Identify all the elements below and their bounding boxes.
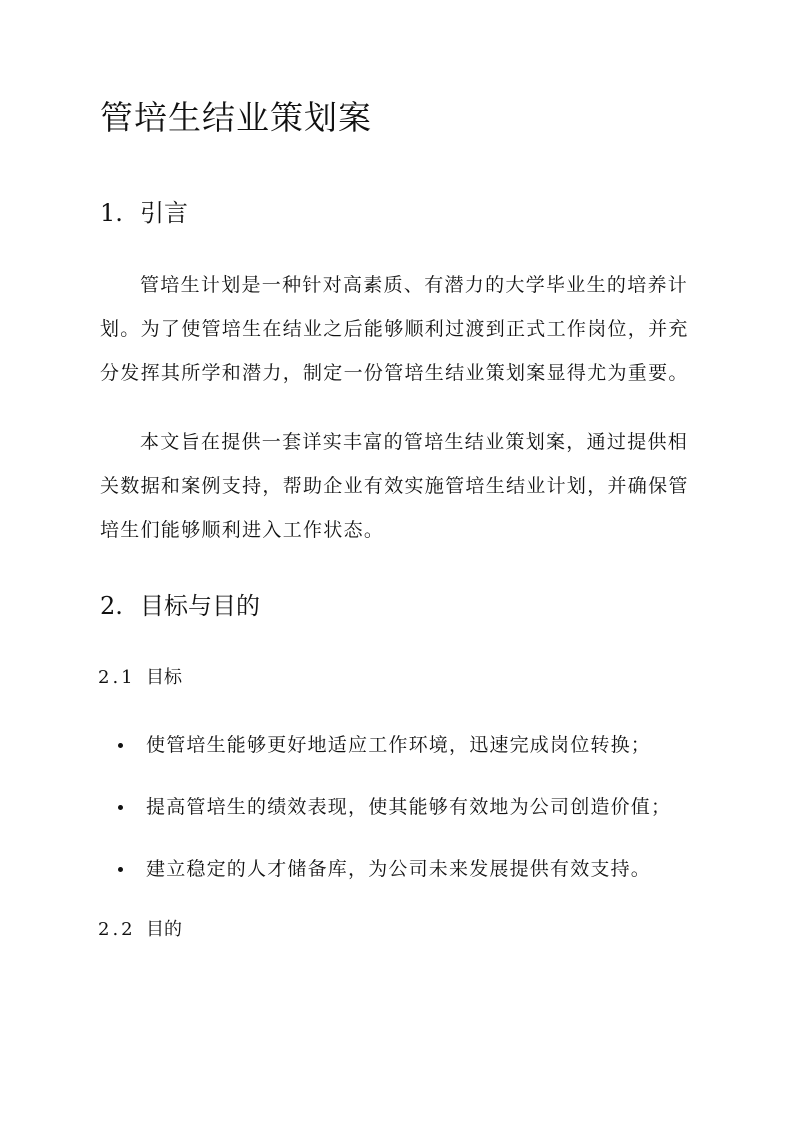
intro-paragraph-2 xyxy=(100,420,712,552)
subsection-title: 目的 xyxy=(146,919,182,940)
list-item-text: 使管培生能够更好地适应工作环境，迅速完成岗位转换； xyxy=(146,734,652,756)
paragraph-line: 管培生计划是一种针对高素质、有潜力的大学毕业生的培养计 xyxy=(140,274,689,296)
section-number: 1. xyxy=(100,199,123,227)
paragraph-line: 培生们能够顺利进入工作状态。 xyxy=(100,519,385,541)
bullet-icon xyxy=(118,743,123,748)
subsection-heading-purpose xyxy=(98,917,182,943)
subsection-number: 2.1 xyxy=(98,667,136,688)
list-item xyxy=(118,851,671,913)
section-title: 引言 xyxy=(140,199,188,227)
section-heading-goals xyxy=(100,589,260,623)
paragraph-line: 分发挥其所学和潜力，制定一份管培生结业策划案显得尤为重要。 xyxy=(100,362,689,384)
paragraph-line: 划。为了使管培生在结业之后能够顺利过渡到正式工作岗位，并充 xyxy=(100,318,689,340)
list-item-text: 提高管培生的绩效表现，使其能够有效地为公司创造价值； xyxy=(146,796,672,818)
document-title: 管培生结业策划案 xyxy=(100,98,372,137)
list-item xyxy=(118,727,671,789)
paragraph-line: 本文旨在提供一套详实丰富的管培生结业策划案，通过提供相 xyxy=(140,431,689,453)
bullet-icon xyxy=(118,805,123,810)
subsection-title: 目标 xyxy=(146,667,182,688)
subsection-heading-objectives xyxy=(98,665,182,691)
section-number: 2. xyxy=(100,592,123,620)
list-item-text: 建立稳定的人才储备库，为公司未来发展提供有效支持。 xyxy=(146,858,652,880)
paragraph-line: 关数据和案例支持，帮助企业有效实施管培生结业计划，并确保管 xyxy=(100,475,689,497)
intro-paragraph-1 xyxy=(100,263,712,395)
subsection-number: 2.2 xyxy=(98,919,136,940)
section-title: 目标与目的 xyxy=(140,592,260,620)
objectives-list xyxy=(118,727,671,913)
bullet-icon xyxy=(118,867,123,872)
section-heading-intro xyxy=(100,196,188,230)
list-item xyxy=(118,789,671,851)
